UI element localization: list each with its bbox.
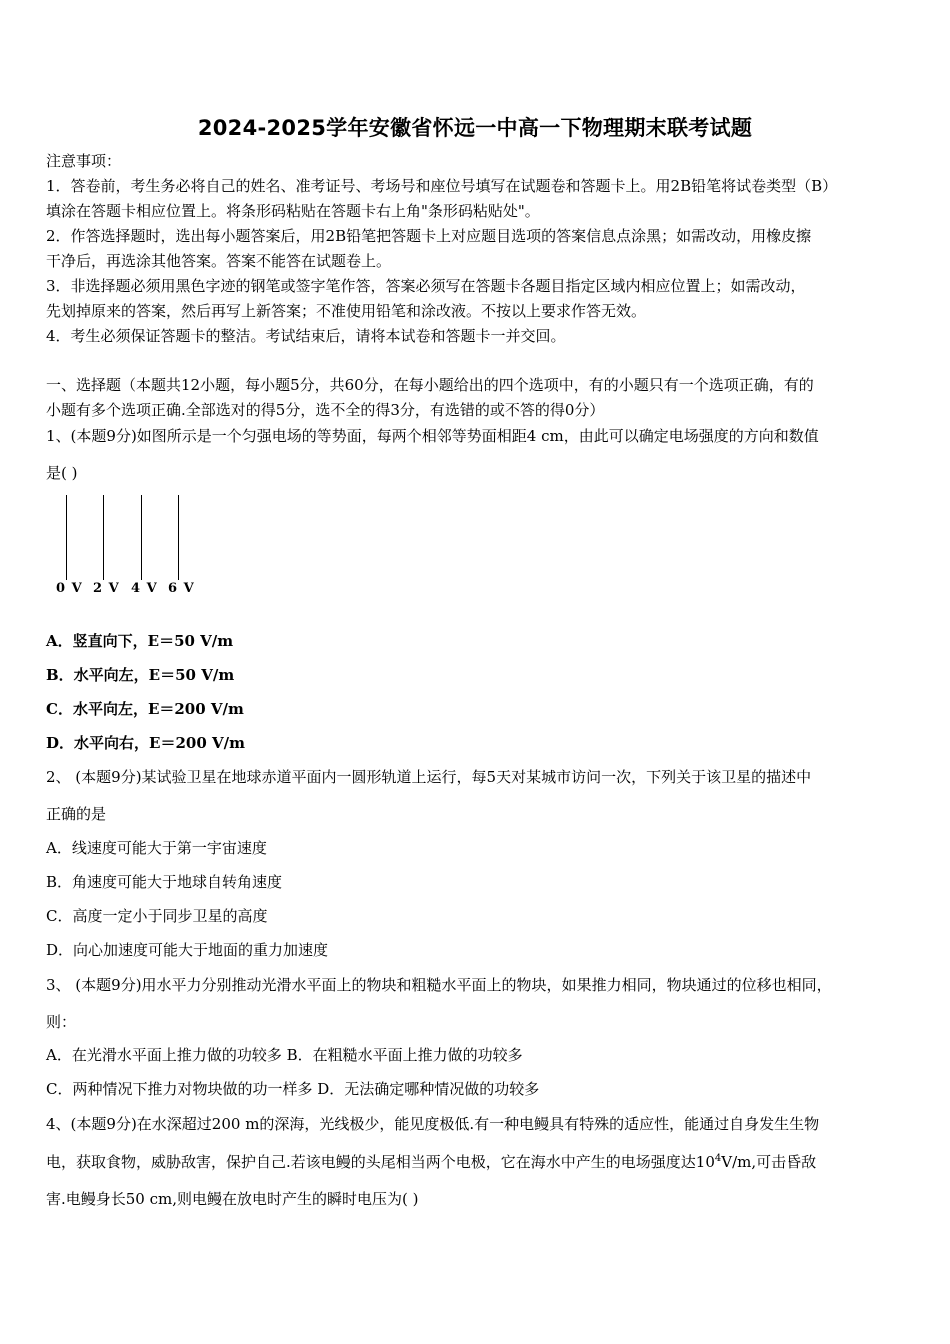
notice-line: 先划掉原来的答案，然后再写上新答案；不准使用铅笔和涂改液。不按以上要求作答无效。 xyxy=(46,302,647,320)
q4-stem-end: 害.电鳗身长50 cm,则电鳗在放电时产生的瞬时电压为( ) xyxy=(46,1190,419,1208)
page-title: 2024-2025学年安徽省怀远一中高一下物理期末联考试题 xyxy=(197,116,753,140)
q1-stem-cont: 是( ) xyxy=(46,464,78,482)
potential-label: 6 V xyxy=(168,581,195,596)
q1-option-d: D．水平向右，E＝200 V/m xyxy=(46,734,245,752)
equipotential-line xyxy=(178,495,179,580)
section-heading: 一、选择题（本题共12小题，每小题5分，共60分，在每小题给出的四个选项中，有的小题只有一个选项正确，有的 xyxy=(46,376,814,394)
equipotential-line xyxy=(141,495,142,580)
q2-option-a: A．线速度可能大于第一宇宙速度 xyxy=(46,839,267,857)
q2-stem-cont: 正确的是 xyxy=(46,805,107,823)
notice-line: 干净后，再选涂其他答案。答案不能答在试题卷上。 xyxy=(46,252,392,270)
notice-heading: 注意事项： xyxy=(46,152,122,170)
notice-line: 3．非选择题必须用黑色字迹的钢笔或签字笔作答，答案必须写在答题卡各题目指定区域内相应位置上；如需改动， xyxy=(46,277,806,295)
potential-label: 4 V xyxy=(131,581,158,596)
q2-option-c: C．高度一定小于同步卫星的高度 xyxy=(46,907,268,925)
q2-option-d: D．向心加速度可能大于地面的重力加速度 xyxy=(46,941,329,959)
potential-label: 2 V xyxy=(93,581,120,596)
q2-stem: 2、 (本题9分)某试验卫星在地球赤道平面内一圆形轨道上运行，每5天对某城市访问一次，下列关于该卫星的描述中 xyxy=(46,768,812,786)
q3-stem-cont: 则： xyxy=(46,1013,77,1031)
q4-text: V/m,可击昏敌 xyxy=(721,1153,817,1171)
q1-option-a: A．竖直向下，E＝50 V/m xyxy=(46,632,234,650)
q4-exponent: 4 xyxy=(714,1153,722,1164)
q1-option-b: B．水平向左，E＝50 V/m xyxy=(46,666,235,684)
q3-stem: 3、 (本题9分)用水平力分别推动光滑水平面上的物块和粗糙水平面上的物块，如果推力相同，物块通过的位移也相同， xyxy=(46,976,832,994)
q2-option-b: B．角速度可能大于地球自转角速度 xyxy=(46,873,283,891)
q3-options-row: C．两种情况下推力对物块做的功一样多 D．无法确定哪种情况做的功较多 xyxy=(46,1080,540,1098)
notice-line: 填涂在答题卡相应位置上。将条形码粘贴在答题卡右上角"条形码粘贴处"。 xyxy=(46,202,540,220)
q4-stem-cont xyxy=(46,1152,816,1172)
section-heading-cont: 小题有多个选项正确.全部选对的得5分，选不全的得3分，有选错的或不答的得0分） xyxy=(46,401,605,419)
potential-label: 0 V xyxy=(56,581,83,596)
notice-line: 2．作答选择题时，选出每小题答案后，用2B铅笔把答题卡上对应题目选项的答案信息点涂黑；如需改动，用橡皮擦 xyxy=(46,227,812,245)
q3-options-row: A．在光滑水平面上推力做的功较多 B．在粗糙水平面上推力做的功较多 xyxy=(46,1046,523,1064)
q1-option-c: C．水平向左，E＝200 V/m xyxy=(46,700,244,718)
notice-line: 4．考生必须保证答题卡的整洁。考试结束后，请将本试卷和答题卡一并交回。 xyxy=(46,327,566,345)
q1-stem: 1、(本题9分)如图所示是一个匀强电场的等势面，每两个相邻等势面相距4 cm，由此可以确定电场强度的方向和数值 xyxy=(46,427,819,445)
q4-stem: 4、(本题9分)在水深超过200 m的深海，光线极少，能见度极低.有一种电鳗具有特殊的适应性，能通过自身发生生物 xyxy=(46,1115,820,1133)
equipotential-line xyxy=(66,495,67,580)
q4-text: 电，获取食物，威胁敌害，保护自己.若该电鳗的头尾相当两个电极，它在海水中产生的电场强度达10 xyxy=(46,1153,715,1171)
notice-line: 1．答卷前，考生务必将自己的姓名、准考证号、考场号和座位号填写在试题卷和答题卡上。用2B铅笔将试卷类型（B） xyxy=(46,177,838,195)
equipotential-diagram xyxy=(50,495,210,605)
equipotential-line xyxy=(103,495,104,580)
